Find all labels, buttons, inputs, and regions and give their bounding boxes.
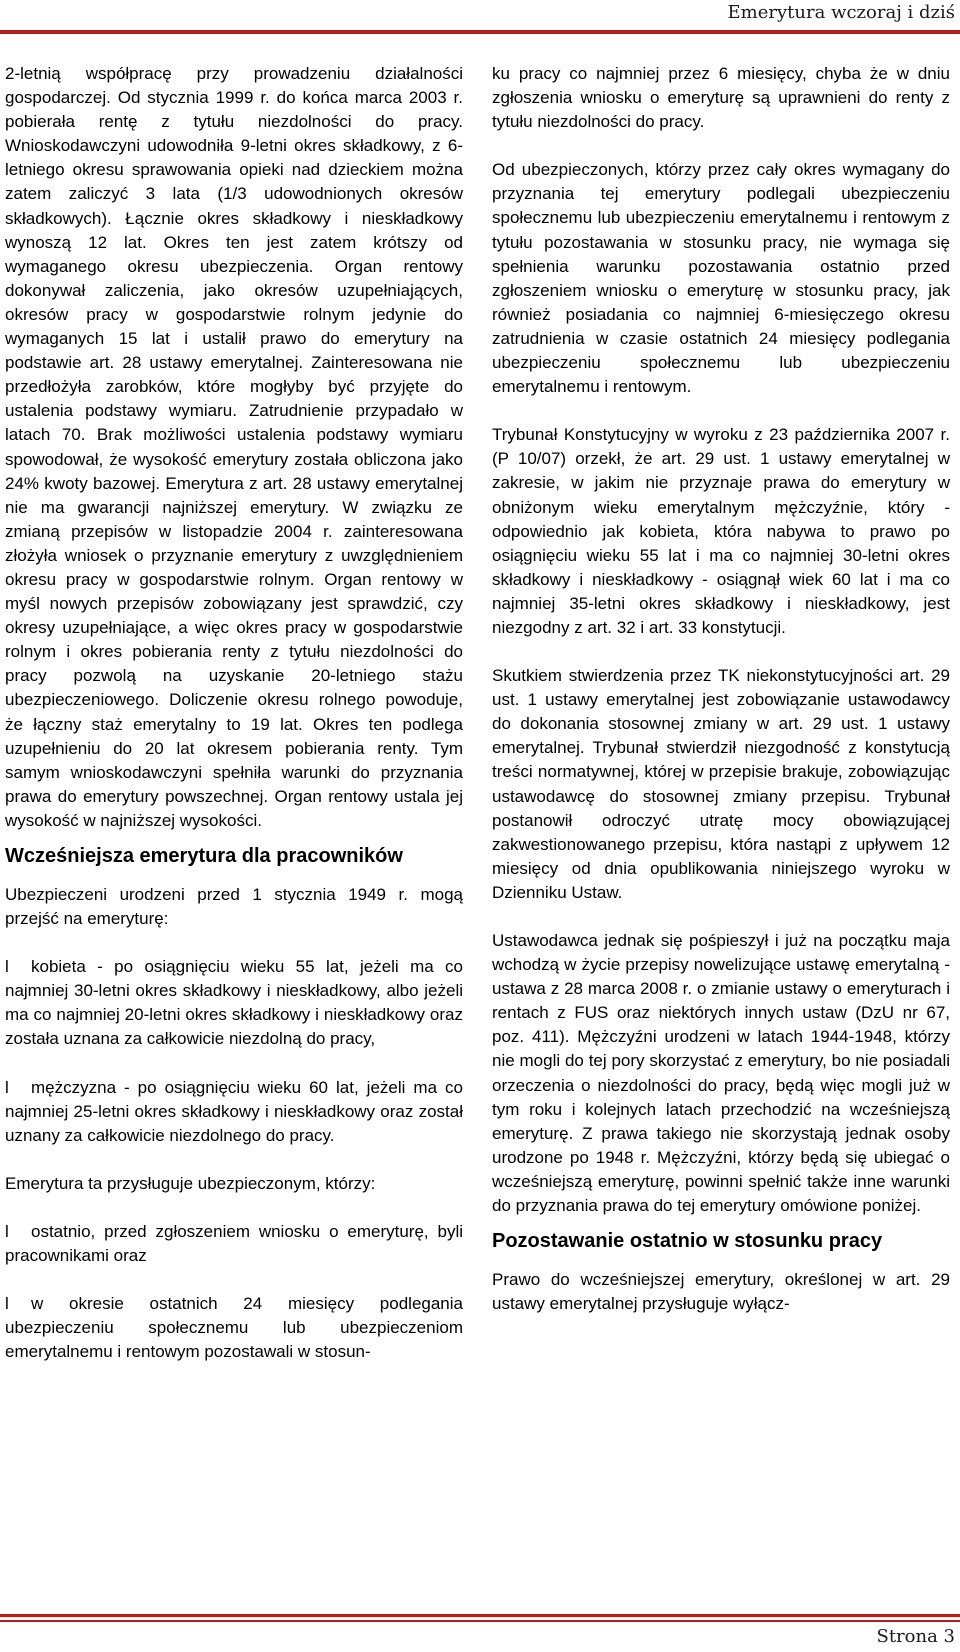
page-number: Strona 3 xyxy=(876,1626,955,1647)
bullet-item-man xyxy=(5,1076,463,1148)
bullet-text: w okresie ostatnich 24 miesięcy podlegania ubezpieczeniu społecznemu lub ubezpieczeniom emerytalnemu i rentowym pozostawali w stosun- xyxy=(5,1294,463,1362)
section-heading-early-retirement: Wcześniejsza emerytura dla pracowników xyxy=(5,845,403,867)
bullet-item-24-months xyxy=(5,1292,463,1364)
bullet-text: ostatnio, przed zgłoszeniem wniosku o emeryturę, byli pracownikami oraz xyxy=(5,1221,463,1266)
bullet-text: mężczyzna - po osiągnięciu wieku 60 lat, jeżeli ma co najmniej 25-letni okres składkowy i nieskładkowy oraz został uznany za całkowicie niezdolnego do pracy. xyxy=(5,1077,463,1145)
bullet-text: kobieta - po osiągnięciu wieku 55 lat, jeżeli ma co najmniej 30-letni okres składkowy i nieskładkowy, albo jeżeli ma co najmniej 20-letni okres składkowy i nieskładkowy oraz została uznana za całkowicie niezdolną do pracy, xyxy=(5,957,463,1049)
bullet-marker: l xyxy=(5,957,9,977)
left-paragraph-2: Ubezpieczeni urodzeni przed 1 stycznia 1949 r. mogą przejść na emeryturę: xyxy=(5,885,463,929)
right-paragraph-3: Trybunał Konstytucyjny w wyroku z 23 października 2007 r. (P 10/07) orzekł, że art. 29 ust. 1 ustawy emerytalnej w zakresie, w jakim nie przyznaje prawa do emerytury w obniżonym wieku emerytalnym mężczyźnie, który - odpowiednio jak kobieta, która nabywa to prawo po osiągnięciu wieku 55 lat i ma co najmniej 30-letni okres składkowy i nieskładkowy - osiągnął wiek 60 lat i ma co najmniej 35-letni okres składkowy i nieskładkowy, jest niezgodny z art. 32 i art. 33 konstytucji. xyxy=(492,425,950,637)
left-column xyxy=(5,62,463,1364)
section-heading-employment: Pozostawanie ostatnio w stosunku pracy xyxy=(492,1230,883,1253)
left-paragraph-1: 2-letnią współpracę przy prowadzeniu działalności gospodarczej. Od stycznia 1999 r. do końca marca 2003 r. pobierała rentę z tytułu niezdolności do pracy. Wnioskodawczyni udowodniła 9-letni okres składkowy, z 6-letniego okresu sprawowania opieki nad dzieckiem można zatem zaliczyć 3 lata (1/3 udowodnionych okresów składkowych). Łącznie okres składkowy i nieskładkowy wynoszą 12 lat. Okres ten jest zatem krótszy od wymaganego okresu ubezpieczenia. Organ rentowy dokonywał zaliczenia, jako okresów uzupełniających, okresów pracy w gospodarstwie rolnym jedynie do wymaganych 15 lat i ustalił prawo do emerytury na podstawie art. 28 ustawy emerytalnej. Zainteresowana nie przedłożyła zarobków, które mogłyby być przyjęte do ustalenia podstawy wymiaru. Zatrudnienie przypadało w latach 70. Brak możliwości ustalenia podstawy wymiaru spowodował, że wysokość emerytury została obliczona jako 24% kwoty bazowej. Emerytura z art. 28 ustawy emerytalnej nie ma gwarancji najniższej emerytury. W związku ze zmianą przepisów w listopadzie 2004 r. zainteresowana złożyła wniosek o przyznanie emerytury z uwzględnieniem okresu pracy w gospodarstwie rolnym. Organ rentowy w myśl nowych przepisów zobowiązany jest sprawdzić, czy okresy uzupełniające, a więc okres pracy w gospodarstwie rolnym i okres pobierania renty z tytułu niezdolności do pracy pozwolą na uzyskanie 20-letniego stażu ubezpieczeniowego. Doliczenie okresu rolnego powoduje, że łączny staż emerytalny to 19 lat. Okres ten podlega uzupełnieniu do 20 lat okresem pobierania renty. Tym samym wnioskodawczyni spełniła warunki do przyznania prawa do emerytury powszechnej. Organ rentowy ustala jej wysokość w najniższej wysokości. xyxy=(5,64,463,830)
right-column xyxy=(492,62,950,1316)
footer-rule xyxy=(0,1614,960,1617)
header-rule xyxy=(0,30,960,34)
left-paragraph-3: Emerytura ta przysługuje ubezpieczonym, którzy: xyxy=(5,1173,376,1193)
right-paragraph-6: Prawo do wcześniejszej emerytury, określonej w art. 29 ustawy emerytalnej przysługuje wyłącz- xyxy=(492,1270,950,1314)
bullet-marker: l xyxy=(5,1294,9,1314)
bullet-item-woman xyxy=(5,955,463,1051)
bullet-item-last-employment xyxy=(5,1220,463,1268)
bullet-marker: l xyxy=(5,1077,9,1097)
right-paragraph-5: Ustawodawca jednak się pośpieszył i już na początku maja wchodzą w życie przepisy nowelizujące ustawę emerytalną - ustawa z 28 marca 2008 r. o zmianie ustawy o emeryturach i rentach z FUS oraz niektórych innych ustaw (DzU nr 67, poz. 411). Mężczyźni urodzeni w latach 1944-1948, którzy nie mogli do tej pory skorzystać z emerytury, bo nie posiadali orzeczenia o niezdolności do pracy, będą więc mogli już w tym roku i kolejnych latach przechodzić na wcześniejszą emeryturę. Z prawa takiego nie skorzystają jednak osoby urodzone po 1948 r. Mężczyźni, którzy będą się ubiegać o wcześniejszą emeryturę, powinni spełnić także inne warunki do przyznania prawa do tej emerytury omówione poniżej. xyxy=(492,931,950,1216)
header-title: Emerytura wczoraj i dziś xyxy=(727,2,955,23)
right-paragraph-4: Skutkiem stwierdzenia przez TK niekonstytucyjności art. 29 ust. 1 ustawy emerytalnej jest zobowiązanie ustawodawcy do dokonania stosownej zmiany w art. 29 ust. 1 ustawy emerytalnej. Trybunał stwierdził niezgodność z konstytucją treści normatywnej, której w przepisie brakuje, zobowiązując ustawodawcę do stosownej zmiany przepisu. Trybunał postanowił odroczyć utratę mocy obowiązującej zakwestionowanego przepisu, która nastąpi z upływem 12 miesięcy od dnia opublikowania niniejszego wyroku w Dzienniku Ustaw. xyxy=(492,666,950,902)
right-paragraph-2: Od ubezpieczonych, którzy przez cały okres wymagany do przyznania tej emerytury podlegali ubezpieczeniu społecznemu lub ubezpieczeniu emerytalnemu i rentowym z tytułu pozostawania w stosunku pracy, nie wymaga się spełnienia warunku pozostawania ostatnio przed zgłoszeniem wniosku o emeryturę w stosunku pracy, jak również posiadania co najmniej 6-miesięczego okresu zatrudnienia w czasie ostatnich 24 miesięcy podlegania ubezpieczeniu społecznemu lub ubezpieczeniu emerytalnemu i rentowym. xyxy=(492,160,950,397)
footer-rule-thin xyxy=(0,1620,960,1622)
page-header xyxy=(0,0,960,34)
right-paragraph-1: ku pracy co najmniej przez 6 miesięcy, chyba że w dniu zgłoszenia wniosku o emeryturę są uprawnieni do renty z tytułu niezdolności do pracy. xyxy=(492,64,950,132)
bullet-marker: l xyxy=(5,1221,9,1241)
